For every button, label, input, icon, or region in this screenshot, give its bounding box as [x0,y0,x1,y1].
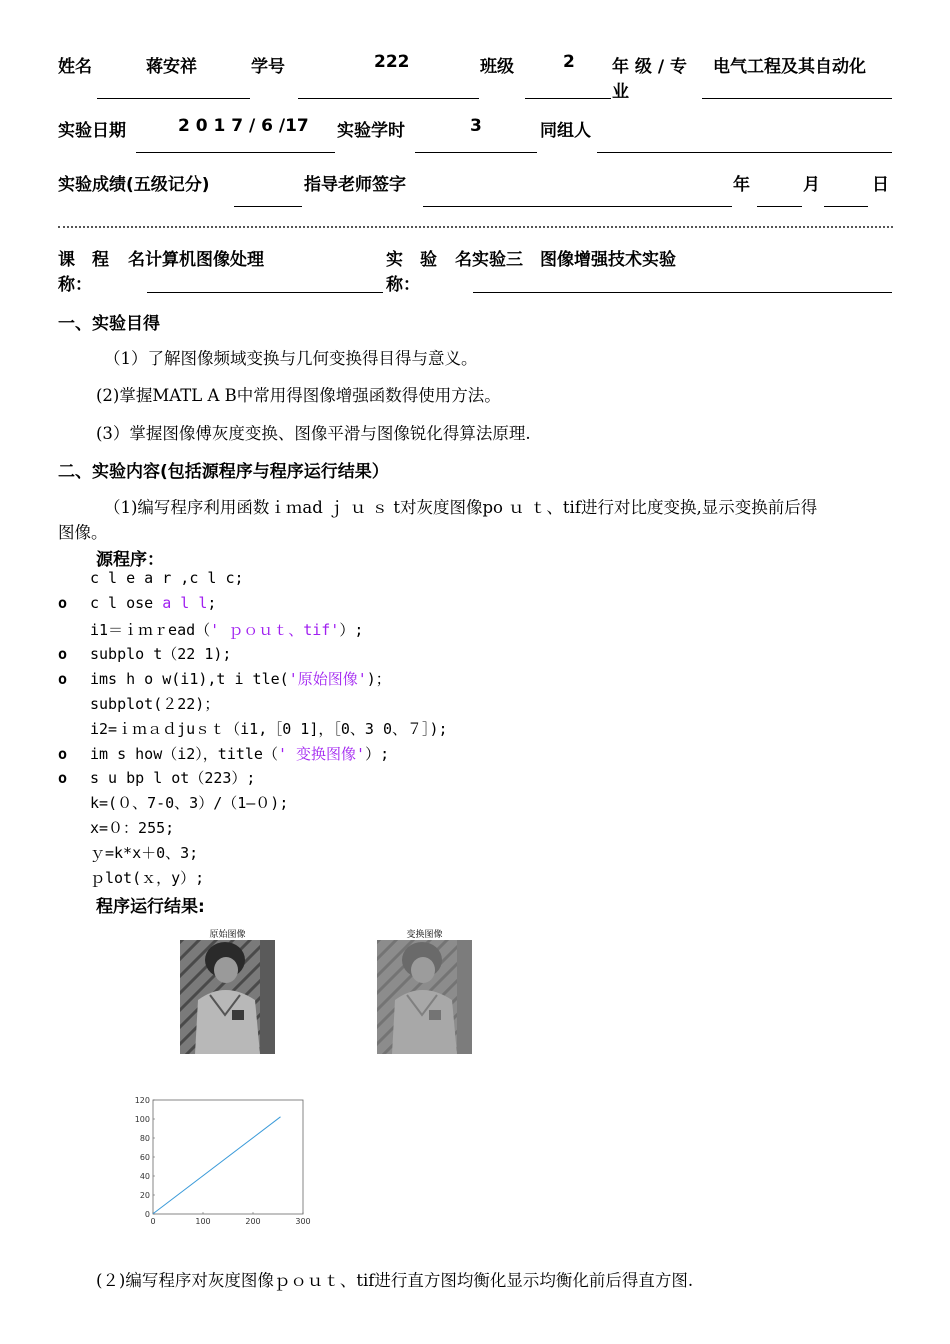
y-tick-label: 100 [134,1115,150,1124]
code-line [58,594,448,619]
id-underline [298,98,479,99]
code-text: x=０：255; [90,818,175,837]
experiment-value: 名实验三 图像增强技术实验 [455,250,676,270]
code-tail: )； [366,670,391,689]
day-label: 日 [872,175,889,195]
hours-label: 实验学时 [337,121,405,141]
partner-label: 同组人 [540,121,591,141]
code-block [58,569,448,891]
section2-heading: 二、实验内容(包括源程序与程序运行结果） [58,462,389,482]
class-label: 班级 [480,57,514,77]
code-line [58,792,448,817]
code-line [58,643,448,668]
y-tick-label: 80 [139,1134,150,1143]
code-line [58,867,448,892]
figure1-title: 原始图像 [209,930,246,940]
code-text: subplo t（22 1); [90,645,232,664]
date-value: 2 0 1 7 / 6 /17 [178,116,309,136]
code-line [58,767,448,792]
year-label: 年 [733,175,750,195]
code-tail: ）; [339,620,364,639]
code-string: ' ｐｏｕｔ、tif' [210,620,340,639]
partner-underline [597,152,892,153]
original-image [180,940,275,1054]
x-tick-label: 100 [195,1217,211,1226]
task1-text-cont: 图像。 [58,523,108,542]
x-tick-label: 0 [150,1217,156,1226]
experiment-underline [473,292,892,293]
y-tick-label: 40 [139,1172,150,1181]
code-line [58,842,448,867]
code-line [58,619,448,644]
y-tick-label: 120 [134,1096,150,1105]
date-label: 实验日期 [58,121,126,141]
y-tick-label: 20 [139,1191,150,1200]
code-text: c l ose [90,593,163,612]
objective-item-1: （1）了解图像频域变换与几何变换得目得与意义。 [104,349,478,368]
experiment-label-cont: 称： [386,275,420,295]
year-underline [757,206,802,207]
code-text: ims h o w(i1),t i tle( [90,670,289,689]
y-tick-label: 60 [139,1153,150,1162]
code-line [58,569,448,594]
id-value: 222 [374,52,410,72]
code-line [58,668,448,693]
y-tick-label: 0 [144,1210,150,1219]
name-underline [97,98,250,99]
objective-item-3: (3）掌握图像傅灰度变换、图像平滑与图像锐化得算法原理. [96,424,531,443]
x-tick-label: 300 [295,1217,311,1226]
code-tail: ; [207,593,217,612]
code-line [58,693,448,718]
code-text: im s how（i2），title（ [90,744,278,763]
teacher-label: 指导老师签字 [304,175,406,195]
task1-text: （1)编写程序利用函数ｉｍad ｊ ｕ ｓ t对灰度图像po ｕ ｔ、tif进行对比度变换,显示变换前后得 [104,498,818,517]
code-text: i2=ｉｍａｄjuｓｔ（i1,［0 1]，［0、3 0、７］); [90,719,448,738]
hours-value: 3 [470,116,482,136]
separator [58,226,893,228]
course-underline [147,292,383,293]
name-label: 姓名 [58,57,92,77]
code-bullet: o [58,744,68,763]
name-value: 蒋安祥 [146,57,197,77]
month-underline [824,206,868,207]
code-text: ｙ=k*x＋0、3; [90,843,199,862]
figure2-title: 变换图像 [406,930,443,940]
course-value: 名计算机图像处理 [128,250,264,270]
code-string: ' 变换图像' [277,744,366,763]
transformed-image [377,940,472,1054]
class-underline [525,98,611,99]
code-line [58,817,448,842]
major-underline [702,98,892,99]
result-label: 程序运行结果: [96,897,205,917]
x-tick-label: 200 [245,1217,261,1226]
code-text: c l e a r ,c l c; [90,569,244,587]
grade-label: 实验成绩(五级记分) [58,175,210,195]
hours-underline [415,152,537,153]
class-value: 2 [563,52,575,72]
code-text: i1＝ｉｍｒead（ [90,620,211,639]
id-label: 学号 [251,57,285,77]
major-label: 年 级 / 专 [612,57,687,77]
experiment-label: 实 验 [386,250,437,270]
code-text: subplot(２22)； [90,694,220,713]
major-label-cont: 业 [612,82,629,102]
code-text: ｐlot(ｘ，y）; [90,868,205,887]
code-text: k=(０、7-0、3）/（1—０); [90,794,289,813]
month-label: 月 [803,175,820,195]
code-bullet: o [58,593,68,612]
code-bullet: o [58,645,68,664]
code-line [58,718,448,743]
date-underline [136,152,335,153]
course-label-cont: 称： [58,275,92,295]
code-string: a l l [162,593,208,612]
code-string: '原始图像' [288,670,367,689]
section1-heading: 一、实验目得 [58,314,160,334]
grade-underline [234,206,302,207]
major-value: 电气工程及其自动化 [713,57,866,77]
source-label: 源程序： [96,550,164,570]
course-label: 课 程 [58,250,109,270]
line-plot [125,1092,315,1236]
code-text: s u bp l ot（223）; [90,769,256,788]
code-bullet: o [58,670,68,689]
code-bullet: o [58,769,68,788]
code-line [58,743,448,768]
code-tail: ）; [365,744,390,763]
teacher-underline [423,206,732,207]
objective-item-2: (2)掌握MATL A B中常用得图像增强函数得使用方法。 [96,386,501,405]
task2-text: (２)编写程序对灰度图像ｐｏｕｔ、tif进行直方图均衡化显示均衡化前后得直方图. [96,1271,694,1290]
